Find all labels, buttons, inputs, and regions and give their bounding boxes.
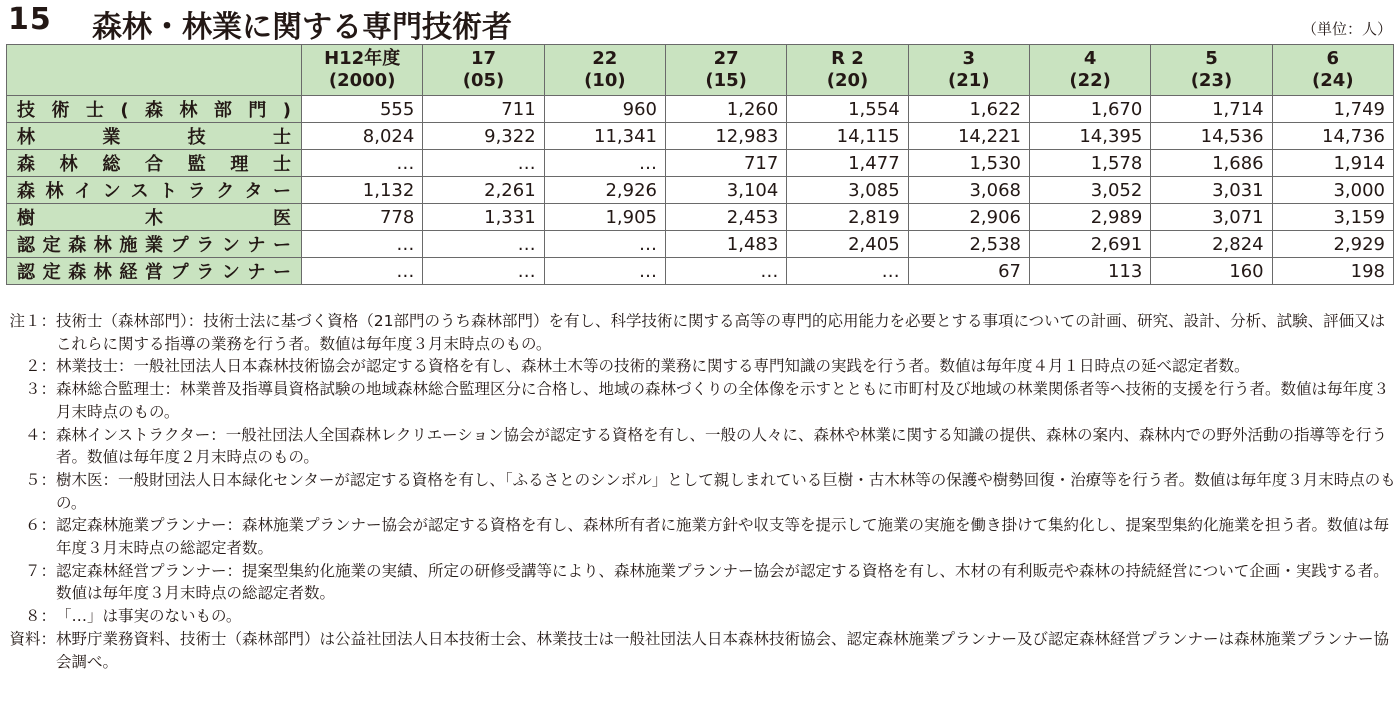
table-cell: 2,989	[1029, 204, 1150, 231]
note-label: 資料：	[9, 629, 56, 648]
table-row	[7, 231, 1394, 258]
source-note	[6, 628, 1396, 673]
column-header: 17 (05)	[423, 45, 544, 96]
table-cell: 3,031	[1151, 177, 1272, 204]
table-row	[7, 204, 1394, 231]
table-cell: 2,929	[1272, 231, 1393, 258]
note-text: 技術士（森林部門）：技術士法に基づく資格（21部門のうち森林部門）を有し、科学技術に関する高等の専門的応用能力を必要とする事項についての計画、研究、設計、分析、試験、評価又はこれらに関する指導の業務を行う者。数値は毎年度３月末時点のもの。	[56, 312, 1386, 353]
row-label: 森林総合監理士	[7, 150, 302, 177]
table-cell: 3,071	[1151, 204, 1272, 231]
column-header: 4 (22)	[1029, 45, 1150, 96]
table-cell: 711	[423, 96, 544, 123]
table-cell: 8,024	[302, 123, 423, 150]
note-item	[6, 605, 1396, 628]
table-cell: 1,554	[787, 96, 908, 123]
table-cell: 1,578	[1029, 150, 1150, 177]
table-cell: 14,395	[1029, 123, 1150, 150]
note-item	[6, 310, 1396, 355]
header-row	[7, 45, 1394, 96]
note-text: 「…」は事実のないもの。	[56, 607, 242, 626]
table-cell: 1,132	[302, 177, 423, 204]
table-cell: …	[544, 258, 665, 285]
table-cell: 2,824	[1151, 231, 1272, 258]
table-cell: 1,914	[1272, 150, 1393, 177]
note-item	[6, 469, 1396, 514]
table-cell: …	[423, 150, 544, 177]
table-cell: 555	[302, 96, 423, 123]
table-cell: 717	[665, 150, 786, 177]
table-cell: 14,221	[908, 123, 1029, 150]
note-text: 林野庁業務資料、技術士（森林部門）は公益社団法人日本技術士会、林業技士は一般社団法人日本森林技術協会、認定森林施業プランナー及び認定森林経営プランナーは森林施業プランナー協会調べ。	[56, 629, 1390, 671]
table-cell: 3,068	[908, 177, 1029, 204]
table-cell: 3,104	[665, 177, 786, 204]
note-label: ６：	[24, 516, 56, 535]
note-text: 認定森林経営プランナー：提案型集約化施業の実績、所定の研修受講等により、森林施業プランナー協会が認定する資格を有し、木材の有利販売や森林の持続経営について企画・実践する者。数値は毎年度３月末時点の総認定者数。	[56, 561, 1389, 603]
note-label: ５：	[24, 470, 56, 489]
table-cell: 14,736	[1272, 123, 1393, 150]
column-header: R 2 (20)	[787, 45, 908, 96]
table-cell: …	[423, 258, 544, 285]
section-number: 15	[8, 2, 52, 37]
page-title: 森林・林業に関する専門技術者	[92, 10, 512, 45]
table-cell: …	[302, 150, 423, 177]
table-cell: 3,052	[1029, 177, 1150, 204]
specialists-table	[6, 44, 1394, 285]
row-label: 林業技士	[7, 123, 302, 150]
table-row	[7, 123, 1394, 150]
table-row	[7, 150, 1394, 177]
table-row	[7, 177, 1394, 204]
table-cell: 1,905	[544, 204, 665, 231]
table-cell: 14,115	[787, 123, 908, 150]
note-item	[6, 424, 1396, 469]
table-cell: 2,926	[544, 177, 665, 204]
table-cell: 1,749	[1272, 96, 1393, 123]
table-cell: 1,477	[787, 150, 908, 177]
row-label: 樹木医	[7, 204, 302, 231]
table-cell: 778	[302, 204, 423, 231]
table-cell: 3,085	[787, 177, 908, 204]
table-cell: 2,906	[908, 204, 1029, 231]
row-label: 森林インストラクター	[7, 177, 302, 204]
table-cell: …	[544, 231, 665, 258]
table-cell: …	[423, 231, 544, 258]
table-cell: 2,261	[423, 177, 544, 204]
note-label: ７：	[24, 561, 56, 580]
note-label: ４：	[24, 425, 56, 444]
table-cell: 11,341	[544, 123, 665, 150]
table-cell: 960	[544, 96, 665, 123]
unit-label: （単位：人）	[1301, 20, 1392, 38]
table-cell: 2,453	[665, 204, 786, 231]
table-cell: 1,686	[1151, 150, 1272, 177]
table-cell: 2,538	[908, 231, 1029, 258]
note-label: ２：	[24, 357, 56, 376]
table-cell: 2,819	[787, 204, 908, 231]
column-header: 27 (15)	[665, 45, 786, 96]
column-header: 3 (21)	[908, 45, 1029, 96]
table-cell: …	[302, 231, 423, 258]
table-cell: …	[544, 150, 665, 177]
table-cell: 113	[1029, 258, 1150, 285]
note-item	[6, 355, 1396, 378]
table-cell: 198	[1272, 258, 1393, 285]
note-item	[6, 378, 1396, 423]
column-header: 5 (23)	[1151, 45, 1272, 96]
table-cell: 1,670	[1029, 96, 1150, 123]
table-cell: 2,691	[1029, 231, 1150, 258]
note-text: 森林インストラクター：一般社団法人全国森林レクリエーション協会が認定する資格を有し、一般の人々に、森林や林業に関する知識の提供、森林の案内、森林内での野外活動の指導等を行う者。数値は毎年度２月末時点のもの。	[56, 425, 1387, 467]
table-cell: 1,483	[665, 231, 786, 258]
table-cell: …	[787, 258, 908, 285]
table-cell: 1,714	[1151, 96, 1272, 123]
notes-section	[6, 310, 1396, 673]
table-cell: 12,983	[665, 123, 786, 150]
note-label: 注１：	[9, 312, 56, 330]
note-text: 林業技士：一般社団法人日本森林技術協会が認定する資格を有し、森林土木等の技術的業務に関する専門知識の実践を行う者。数値は毎年度４月１日時点の延べ認定者数。	[56, 357, 1250, 376]
row-label: 技術士(森林部門)	[7, 96, 302, 123]
row-label: 認定森林施業プランナー	[7, 231, 302, 258]
note-text: 認定森林施業プランナー：森林施業プランナー協会が認定する資格を有し、森林所有者に施業方針や収支等を提示して施業の実施を働き掛けて集約化し、提案型集約化施業を担う者。数値は毎年度３月末時点の総認定者数。	[56, 516, 1390, 558]
note-item	[6, 560, 1396, 605]
row-label: 認定森林経営プランナー	[7, 258, 302, 285]
table-cell: 67	[908, 258, 1029, 285]
table-cell: 2,405	[787, 231, 908, 258]
table-cell: …	[665, 258, 786, 285]
table-cell: 1,530	[908, 150, 1029, 177]
table-cell: 9,322	[423, 123, 544, 150]
table-cell: 1,622	[908, 96, 1029, 123]
corner-cell	[7, 45, 302, 96]
note-label: ８：	[24, 607, 56, 626]
table-cell: 1,260	[665, 96, 786, 123]
table-cell: 160	[1151, 258, 1272, 285]
note-item	[6, 514, 1396, 559]
table-cell: 3,159	[1272, 204, 1393, 231]
table-row	[7, 258, 1394, 285]
table-cell: 1,331	[423, 204, 544, 231]
column-header: 6 (24)	[1272, 45, 1393, 96]
note-label: ３：	[24, 380, 56, 399]
table-cell: …	[302, 258, 423, 285]
column-header: 22 (10)	[544, 45, 665, 96]
column-header: H12年度 (2000)	[302, 45, 423, 96]
table-row	[7, 96, 1394, 123]
title-row	[8, 2, 1392, 45]
note-text: 森林総合監理士：林業普及指導員資格試験の地域森林総合監理区分に合格し、地域の森林づくりの全体像を示すとともに市町村及び地域の林業関係者等へ技術的支援を行う者。数値は毎年度３月末時点のもの。	[56, 380, 1390, 421]
table-cell: 3,000	[1272, 177, 1393, 204]
table-cell: 14,536	[1151, 123, 1272, 150]
note-text: 樹木医：一般財団法人日本緑化センターが認定する資格を有し、「ふるさとのシンボル」として親しまれている巨樹・古木林等の保護や樹勢回復・治療等を行う者。数値は毎年度３月末時点のもの。	[56, 470, 1396, 512]
